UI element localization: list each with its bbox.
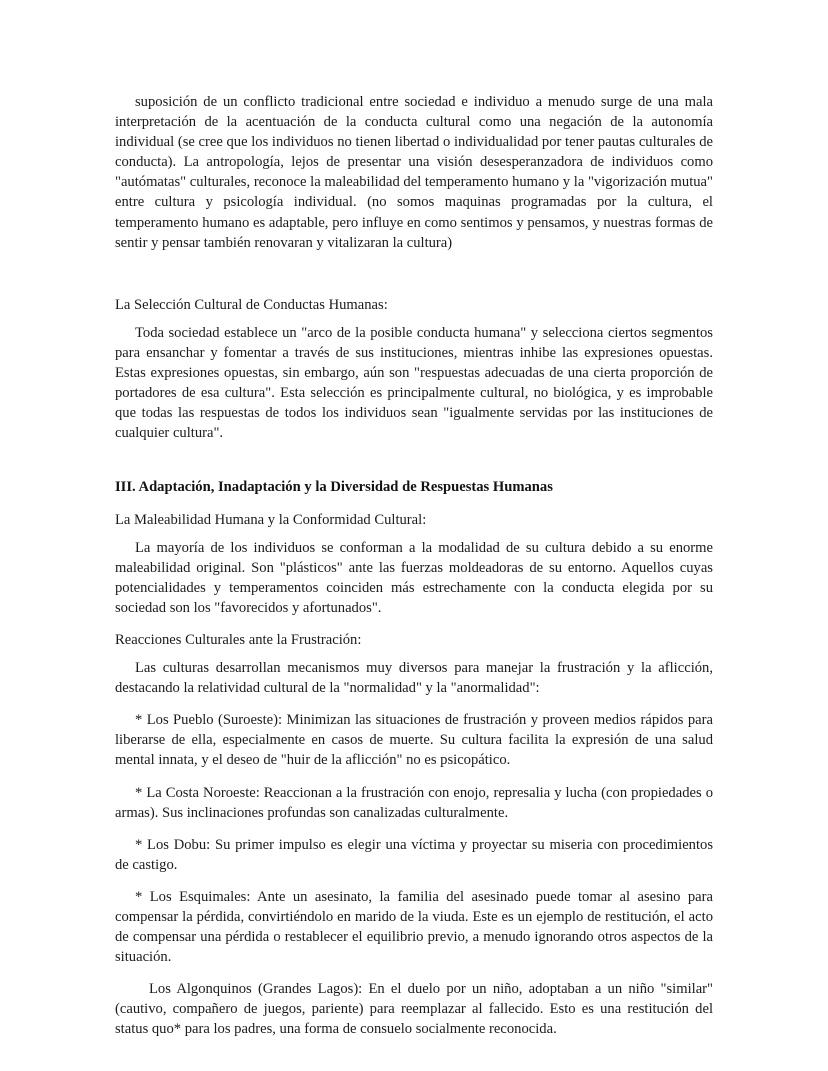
spacer [115,530,713,538]
spacer [115,443,713,477]
subheading-reacciones-frustracion: Reacciones Culturales ante la Frustración: [115,631,362,648]
section-heading-iii: III. Adaptación, Inadaptación y la Diversidad de Respuestas Humanas [115,479,553,496]
list-item-dobu: * Los Dobu: Su primer impulso es elegir una víctima y proyectar su miseria con procedimientos de castigo. [115,836,713,873]
spacer [115,618,713,630]
list-item-costa-noroeste: * La Costa Noroeste: Reaccionan a la frustración con enojo, represalia y lucha (con propiedades o armas). Sus inclinaciones profundas son canalizadas culturalmente. [115,784,713,821]
paragraph-seleccion-cultural: Toda sociedad establece un "arco de la posible conducta humana" y selecciona ciertos segmentos para ensanchar y fomentar a través de sus instituciones, mientras inhibe las expresiones opuestas. Estas expresiones opuestas, sin embargo, aún son "respuestas adecuadas de una cierta proporción de portadores de esa cultura". Esta selección es principalmente cultural, no biológica, y es improbable que todas las respuestas de todos los individuos sean "igualmente servidas por las instituciones de cualquier cultura". [115,324,713,442]
list-item-pueblo: * Los Pueblo (Suroeste): Minimizan las situaciones de frustración y proveen medios rápidos para liberarse de ella, especialmente en casos de muerte. Su cultura facilita la expresión de una salud mental innata, y el deseo de "huir de la aflicción" no es psicopático. [115,712,713,769]
spacer [115,823,713,835]
spacer [115,771,713,783]
spacer [115,253,713,295]
spacer [115,875,713,887]
spacer [115,315,713,323]
paragraph-algonquinos: Los Algonquinos (Grandes Lagos): En el duelo por un niño, adoptaban a un niño "similar" (cautivo, compañero de juegos, pariente) para reemplazar al fallecido. Esto es una restitución del status quo* para los padres, una forma de consuelo socialmente reconocida. [115,981,713,1038]
spacer [115,967,713,979]
subheading-seleccion-cultural: La Selección Cultural de Conductas Humanas: [115,296,388,313]
spacer [115,650,713,658]
paragraph-maleabilidad-humana: La mayoría de los individuos se conforman a la modalidad de su cultura debido a su enorme maleabilidad original. Son "plásticos" ante las fuerzas moldeadoras de su entorno. Aquellos cuyas potencialidades y temperamentos coinciden más estrechamente con la conducta elegida por su sociedad son los "favorecidos y afortunados". [115,539,713,616]
document-body [115,92,713,1040]
spacer [115,498,713,510]
list-item-esquimales: * Los Esquimales: Ante un asesinato, la familia del asesinado puede tomar al asesino para compensar la pérdida, convirtiéndolo en marido de la viuda. Este es un ejemplo de restitución, el acto de compensar una pérdida o restablecer el equilibrio previo, a menudo ignorando otros aspectos de la situación. [115,888,713,966]
paragraph-reacciones-frustracion: Las culturas desarrollan mecanismos muy diversos para manejar la frustración y la aflicción, destacando la relatividad cultural de la "normalidad" y la "anormalidad": [115,660,713,697]
spacer [115,698,713,710]
paragraph-conflicto-tradicional: suposición de un conflicto tradicional entre sociedad e individuo a menudo surge de una mala interpretación de la acentuación de la conducta cultural como una negación de la autonomía individual (se cree que los individuos no tienen libertad o individualidad por tener pautas culturales de conducta). La antropología, lejos de presentar una visión desesperanzadora de individuos como "autómatas" culturales, reconoce la maleabilidad del temperamento humano y la "vigorización mutua" entre cultura y psicología individual. (no somos maquinas programadas por la cultura, el temperamento humano es adaptable, pero influye en como sentimos y pensamos, y nuestras formas de sentir y pensar también renovaran y vitalizaran la cultura) [115,94,713,251]
subheading-maleabilidad-humana: La Maleabilidad Humana y la Conformidad Cultural: [115,511,427,528]
